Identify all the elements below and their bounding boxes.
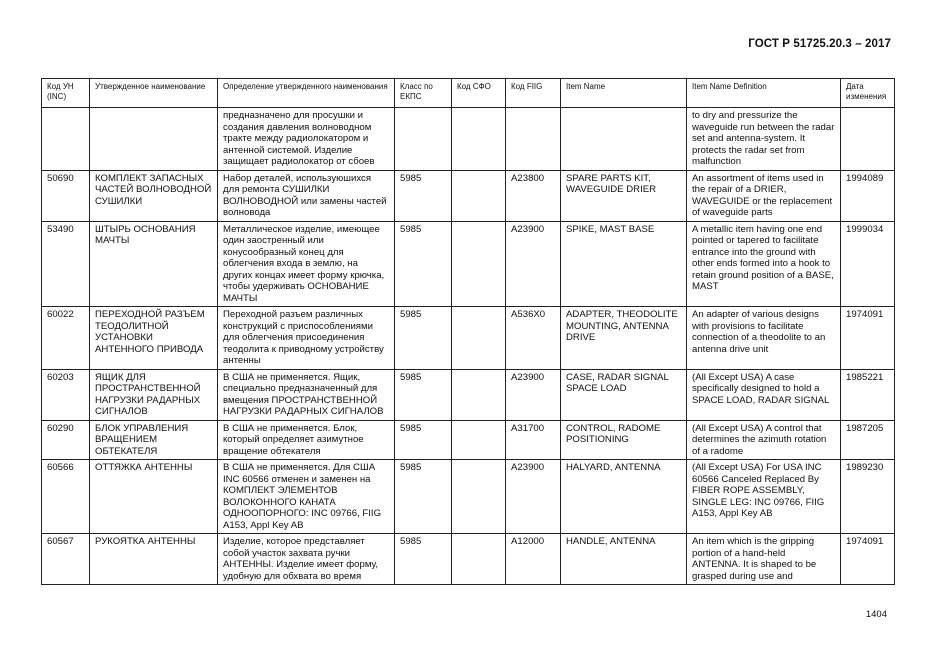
cell-fiig: A23900 [506,221,561,307]
cell-class: 5985 [395,369,452,420]
cell-date: 1987205 [841,420,895,460]
cell-item-name: SPIKE, MAST BASE [561,221,687,307]
cell-sfo [452,307,506,370]
cell-sfo [452,108,506,171]
cell-item-name: HALYARD, ANTENNA [561,460,687,534]
col-header-name: Утвержденное наименование [90,79,218,108]
cell-definition: В США не применяется. Для США INC 60566 отменен и заменен на КОМПЛЕКТ ЭЛЕМЕНТОВ ВОЛОКОННОГО КАНАТА ОДНООПОРНОГО: INC 09766, FIIG A153, Appl Key AB [218,460,395,534]
cell-inc: 60203 [42,369,90,420]
cell-sfo [452,170,506,221]
table-row [42,307,895,370]
cell-name: РУКОЯТКА АНТЕННЫ [90,534,218,585]
cell-sfo [452,221,506,307]
col-header-sfo: Код СФО [452,79,506,108]
cell-fiig: A536X0 [506,307,561,370]
cell-definition: Изделие, которое представляет собой участок захвата ручки АНТЕННЫ. Изделие имеет форму, удобную для обхвата во время [218,534,395,585]
table-row [42,420,895,460]
cell-name: ОТТЯЖКА АНТЕННЫ [90,460,218,534]
col-header-item-name: Item Name [561,79,687,108]
cell-definition: Набор деталей, используюшихся для ремонта СУШИЛКИ ВОЛНОВОДНОЙ или замены частей волновода [218,170,395,221]
cell-item-definition: (All Except USA) A case specifically designed to hold a SPACE LOAD, RADAR SIGNAL [687,369,841,420]
table-row [42,369,895,420]
cell-item-definition: (All Except USA) For USA INC 60566 Canceled Replaced By FIBER ROPE ASSEMBLY, SINGLE LEG: INC 09766, FIIG A153, Appl Key AB [687,460,841,534]
col-header-inc: Код УН (INC) [42,79,90,108]
cell-date: 1974091 [841,534,895,585]
cell-item-name: ADAPTER, THEODOLITE MOUNTING, ANTENNA DRIVE [561,307,687,370]
cell-definition: Переходной разъем различных конструкций с приспособлениями для облегчения присоединения теодолита к приводному устройству антенны [218,307,395,370]
cell-class: 5985 [395,420,452,460]
cell-date: 1989230 [841,460,895,534]
cell-definition: Металлическое изделие, имеющее один заостренный или конусообразный конец для облегчения входа в землю, на других концах имеет форму крючка, чтобы удерживать ОСНОВАНИЕ МАЧТЫ [218,221,395,307]
cell-item-name [561,108,687,171]
cell-date: 1994089 [841,170,895,221]
cell-name: ЯЩИК ДЛЯ ПРОСТРАНСТВЕННОЙ НАГРУЗКИ РАДАРНЫХ СИГНАЛОВ [90,369,218,420]
cell-definition: В США не применяется. Блок, который определяет азимутное вращение обтекателя [218,420,395,460]
table-row [42,170,895,221]
cell-date: 1985221 [841,369,895,420]
cell-sfo [452,534,506,585]
table-row [42,221,895,307]
cell-date [841,108,895,171]
cell-name: БЛОК УПРАВЛЕНИЯ ВРАЩЕНИЕМ ОБТЕКАТЕЛЯ [90,420,218,460]
cell-class: 5985 [395,460,452,534]
cell-inc: 53490 [42,221,90,307]
cell-definition: В США не применяется. Ящик, специально предназначенный для вмещения ПРОСТРАНСТВЕННОЙ НАГРУЗКИ РАДАРНЫХ СИГНАЛОВ [218,369,395,420]
cell-item-name: HANDLE, ANTENNA [561,534,687,585]
cell-inc: 60567 [42,534,90,585]
cell-class [395,108,452,171]
cell-class: 5985 [395,170,452,221]
cell-fiig: A23900 [506,369,561,420]
cell-date: 1974091 [841,307,895,370]
cell-item-name: SPARE PARTS KIT, WAVEGUIDE DRIER [561,170,687,221]
cell-item-definition: to dry and pressurize the waveguide run between the radar set and antenna-system. It protects the radar set from malfunction [687,108,841,171]
cell-fiig: A12000 [506,534,561,585]
cell-sfo [452,460,506,534]
table-row [42,108,895,171]
cell-item-definition: An item which is the gripping portion of a hand-held ANTENNA. It is shaped to be grasped during use and [687,534,841,585]
cell-inc [42,108,90,171]
cell-item-name: CONTROL, RADOME POSITIONING [561,420,687,460]
cell-name: ПЕРЕХОДНОЙ РАЗЪЕМ ТЕОДОЛИТНОЙ УСТАНОВКИ АНТЕННОГО ПРИВОДА [90,307,218,370]
cell-item-definition: A metallic item having one end pointed or tapered to facilitate entrance into the ground with other ends formed into a hook to retain ground position of a BASE, MAST [687,221,841,307]
table-row [42,460,895,534]
col-header-date: Дата изменения [841,79,895,108]
cell-inc: 60022 [42,307,90,370]
table-row [42,534,895,585]
cell-definition: предназначено для просушки и создания давления волноводном тракте между радиолокатором и антенной системой. Изделие защищает радиолокатор от сбоев [218,108,395,171]
cell-item-definition: An adapter of various designs with provisions to facilitate connection of a theodolite to an antenna drive unit [687,307,841,370]
cell-inc: 50690 [42,170,90,221]
cell-sfo [452,420,506,460]
cell-fiig: A31700 [506,420,561,460]
cell-inc: 60290 [42,420,90,460]
cell-item-definition: An assortment of items used in the repair of a DRIER, WAVEGUIDE or the replacement of waveguide parts [687,170,841,221]
cell-item-name: CASE, RADAR SIGNAL SPACE LOAD [561,369,687,420]
table-header-row [42,79,895,108]
col-header-fiig: Код FIIG [506,79,561,108]
cell-class: 5985 [395,221,452,307]
cell-name: ШТЫРЬ ОСНОВАНИЯ МАЧТЫ [90,221,218,307]
cell-name [90,108,218,171]
document-id: ГОСТ Р 51725.20.3 – 2017 [748,38,891,50]
cell-class: 5985 [395,307,452,370]
page-number: 1404 [865,609,887,620]
col-header-definition: Определение утвержденного наименования [218,79,395,108]
cell-sfo [452,369,506,420]
cell-fiig: A23900 [506,460,561,534]
inc-table [41,78,895,585]
cell-item-definition: (All Except USA) A control that determines the azimuth rotation of a radome [687,420,841,460]
cell-name: КОМПЛЕКТ ЗАПАСНЫХ ЧАСТЕЙ ВОЛНОВОДНОЙ СУШИЛКИ [90,170,218,221]
col-header-class: Класс по ЕКПС [395,79,452,108]
cell-class: 5985 [395,534,452,585]
col-header-item-definition: Item Name Definition [687,79,841,108]
cell-inc: 60566 [42,460,90,534]
cell-fiig: A23800 [506,170,561,221]
cell-fiig [506,108,561,171]
cell-date: 1999034 [841,221,895,307]
